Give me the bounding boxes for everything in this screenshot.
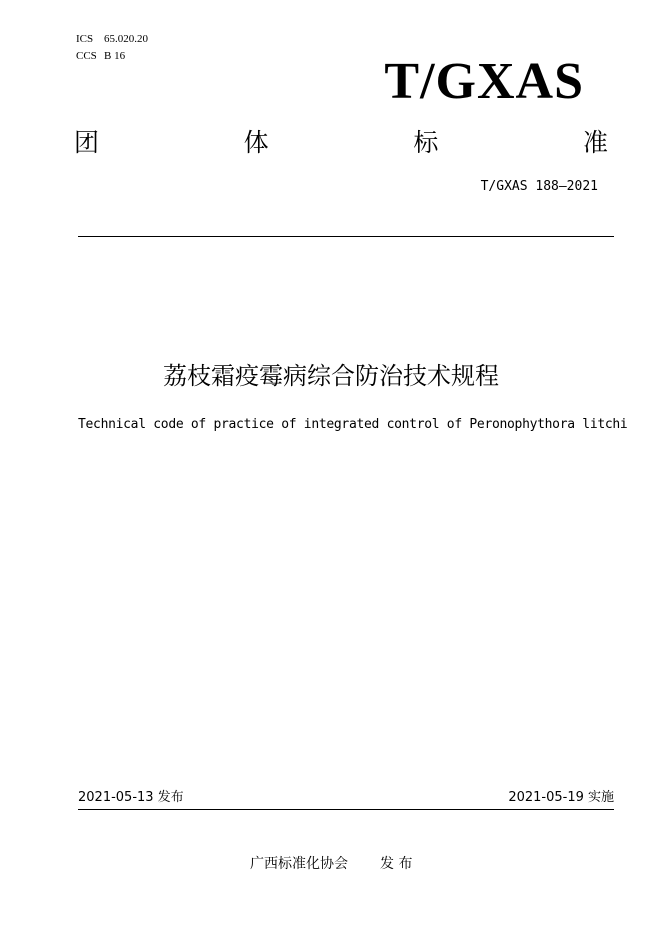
standard-type-char: 团 (74, 128, 100, 157)
standard-type (74, 126, 608, 160)
document-title-english: Technical code of practice of integrated control of Peronophythora litchi (78, 417, 628, 432)
document-title-chinese: 荔枝霜疫霉病综合防治技术规程 (163, 362, 499, 390)
publisher-name: 广西标准化协会 (250, 856, 348, 872)
standard-number: T/GXAS 188—2021 (480, 179, 598, 194)
ccs-code (76, 49, 125, 63)
ics-value: 65.020.20 (104, 33, 148, 45)
ccs-label: CCS (76, 50, 97, 62)
implementation-date: 2021-05-19 实施 (508, 790, 614, 805)
release-date: 2021-05-13 发布 (78, 790, 184, 805)
ccs-value: B 16 (104, 50, 126, 62)
standard-type-char: 标 (413, 128, 439, 157)
standard-type-char: 体 (243, 128, 269, 157)
standard-type-char: 准 (582, 128, 608, 157)
header-divider (78, 236, 614, 237)
publish-action: 发 布 (380, 856, 413, 872)
ics-label: ICS (76, 33, 94, 45)
footer-divider (78, 809, 614, 810)
publisher-line (250, 854, 412, 874)
ics-code (76, 32, 148, 46)
organization-code: T/GXAS (384, 53, 584, 110)
